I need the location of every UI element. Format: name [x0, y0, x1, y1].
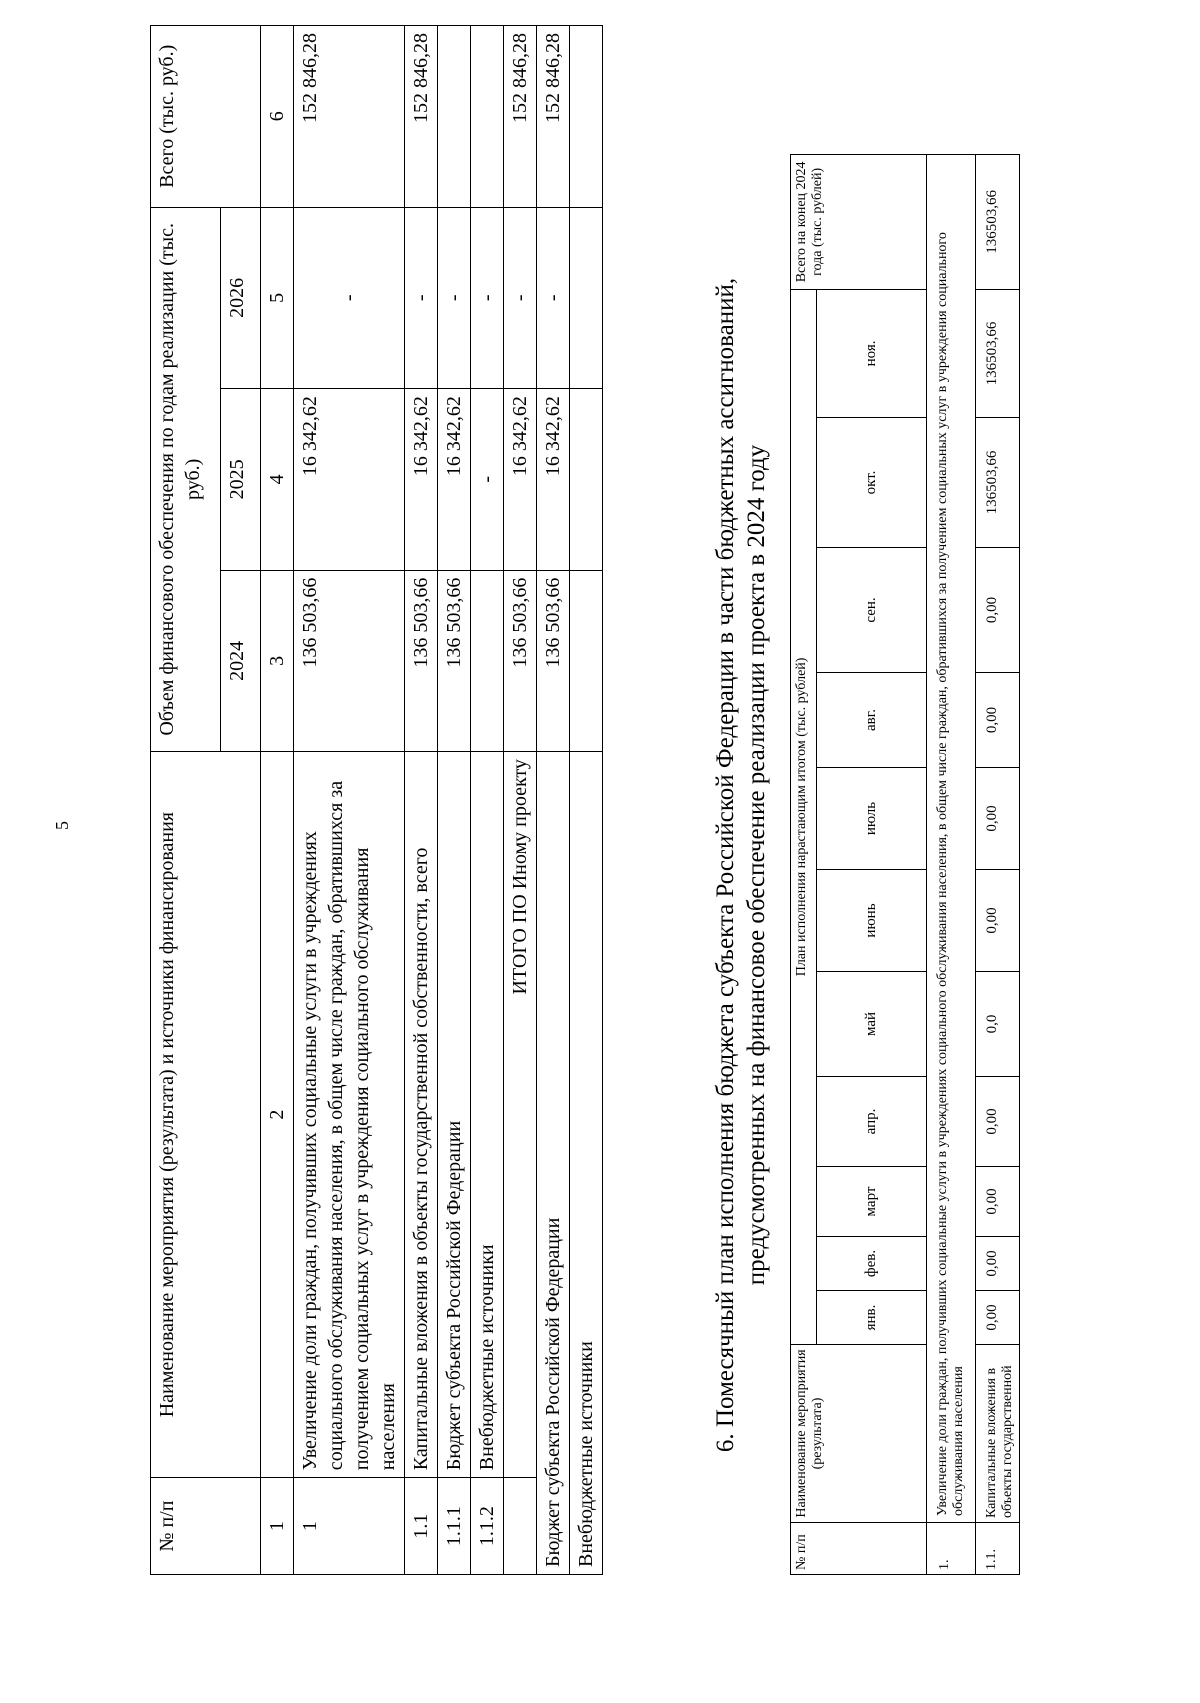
month-header: янв.	[817, 1291, 927, 1345]
value-total: 152 846,28	[405, 26, 438, 208]
month-header: июль	[817, 768, 927, 870]
index-cell: 1	[261, 1478, 294, 1575]
row-number: 1.1.1	[438, 1478, 471, 1575]
row-name: Внебюджетные источники	[471, 752, 504, 1478]
value-2024: 136 503,66	[438, 570, 471, 752]
page-number: 5	[52, 821, 72, 830]
plan-group-number: 1.	[927, 1523, 976, 1575]
header-year-2025: 2025	[221, 389, 261, 571]
header-year-2024: 2024	[221, 570, 261, 752]
value-2025: 16 342,62	[294, 389, 405, 571]
month-header: июнь	[817, 870, 927, 972]
plan-group-text: Увеличение доли граждан, получивших социальные услуги в учреждениях социального обслуживания населения, в общем числе граждан, обратившихся за получением социальных услуг в учреждения социального обслуживания населения	[927, 154, 976, 1522]
month-value: 136503,66	[976, 418, 1020, 548]
month-value: 136503,66	[976, 289, 1020, 417]
month-value: 0,00	[976, 548, 1020, 673]
month-value: 0,00	[976, 1237, 1020, 1291]
value-2026: -	[405, 207, 438, 389]
plan-header-number: № п/п	[791, 1523, 927, 1575]
month-header: апр.	[817, 1077, 927, 1167]
value-total	[471, 26, 504, 208]
section-title-line-2: предусмотренных на финансовое обеспечение реализации проекта в 2024 году	[743, 444, 771, 1286]
month-value: 0,00	[976, 1291, 1020, 1345]
budget-2024: 136 503,66	[537, 570, 570, 752]
plan-row-total: 136503,66	[976, 154, 1020, 289]
financing-table	[150, 25, 603, 1575]
total-2024: 136 503,66	[504, 570, 537, 752]
index-cell: 4	[261, 389, 294, 571]
month-value: 0,00	[976, 870, 1020, 972]
table-row	[976, 154, 1020, 1574]
index-cell: 2	[261, 752, 294, 1478]
month-value: 0,0	[976, 972, 1020, 1077]
header-total: Всего (тыс. руб.)	[151, 26, 261, 208]
budget-label: Бюджет субъекта Российской Федерации	[537, 752, 570, 1575]
month-value: 0,00	[976, 1077, 1020, 1167]
plan-header-total: Всего на конец 2024 года (тыс. рублей)	[791, 154, 927, 289]
row-name: Увеличение доли граждан, получивших социальные услуги в учреждениях социального обслуживания населения, в общем числе граждан, обратившихся за получением социальных услуг в учреждения социального обслуживания населения	[294, 752, 405, 1478]
month-value: 0,00	[976, 1167, 1020, 1237]
monthly-plan-table	[790, 154, 1020, 1575]
table-row	[471, 26, 504, 1575]
table-row	[294, 26, 405, 1575]
section-title-line-1: Помесячный план исполнения бюджета субъекта Российской Федерации в части бюджетных ассигнований,	[712, 277, 739, 1428]
budget-total: 152 846,28	[537, 26, 570, 208]
header-volume: Объем финансового обеспечения по годам реализации (тыс. руб.)	[151, 207, 221, 752]
index-cell: 5	[261, 207, 294, 389]
section-number: 6.	[712, 1433, 739, 1453]
total-sum: 152 846,28	[504, 26, 537, 208]
value-2026: -	[294, 207, 405, 389]
value-2024	[471, 570, 504, 752]
offbudget-total	[570, 26, 603, 208]
section-title	[710, 155, 773, 1575]
month-value: 0,00	[976, 768, 1020, 870]
index-cell: 6	[261, 26, 294, 208]
row-number: 1.1.2	[471, 1478, 504, 1575]
table-row	[438, 26, 471, 1575]
total-label: ИТОГО ПО Иному проекту	[504, 752, 537, 1478]
value-2026: -	[471, 207, 504, 389]
month-header: ноя.	[817, 289, 927, 417]
offbudget-row	[570, 26, 603, 1575]
month-header: авг.	[817, 673, 927, 768]
budget-row	[537, 26, 570, 1575]
plan-row-number: 1.1.	[976, 1523, 1020, 1575]
row-name: Капитальные вложения в объекты государственной собственности, всего	[405, 752, 438, 1478]
value-total	[438, 26, 471, 208]
value-2026: -	[438, 207, 471, 389]
value-2024: 136 503,66	[294, 570, 405, 752]
plan-header-name: Наименование мероприятия (результата)	[791, 1345, 927, 1523]
month-header: март	[817, 1167, 927, 1237]
row-number: 1.1	[405, 1478, 438, 1575]
value-2025: -	[471, 389, 504, 571]
offbudget-2025	[570, 389, 603, 571]
empty-cell	[504, 1478, 537, 1575]
header-name: Наименование мероприятия (результата) и источники финансирования	[151, 752, 261, 1478]
value-2025: 16 342,62	[438, 389, 471, 571]
total-2025: 16 342,62	[504, 389, 537, 571]
value-2025: 16 342,62	[405, 389, 438, 571]
rotated-landscape-content	[150, 25, 1120, 1575]
budget-2026: -	[537, 207, 570, 389]
index-cell: 3	[261, 570, 294, 752]
total-row	[504, 26, 537, 1575]
month-header: сен.	[817, 548, 927, 673]
month-value: 0,00	[976, 673, 1020, 768]
budget-2025: 16 342,62	[537, 389, 570, 571]
month-header: фев.	[817, 1237, 927, 1291]
month-header: май	[817, 972, 927, 1077]
offbudget-label: Внебюджетные источники	[570, 752, 603, 1575]
value-2024: 136 503,66	[405, 570, 438, 752]
offbudget-2024	[570, 570, 603, 752]
row-name: Бюджет субъекта Российской Федерации	[438, 752, 471, 1478]
plan-group-row	[927, 154, 976, 1574]
month-header: окт.	[817, 418, 927, 548]
total-2026: -	[504, 207, 537, 389]
table-row	[405, 26, 438, 1575]
row-number: 1	[294, 1478, 405, 1575]
plan-row-name: Капитальные вложения в объекты государственной	[976, 1345, 1020, 1523]
plan-header-plan: План исполнения нарастающим итогом (тыс. рублей)	[791, 289, 817, 1344]
value-total: 152 846,28	[294, 26, 405, 208]
header-year-2026: 2026	[221, 207, 261, 389]
header-number: № п/п	[151, 1478, 261, 1575]
offbudget-2026	[570, 207, 603, 389]
